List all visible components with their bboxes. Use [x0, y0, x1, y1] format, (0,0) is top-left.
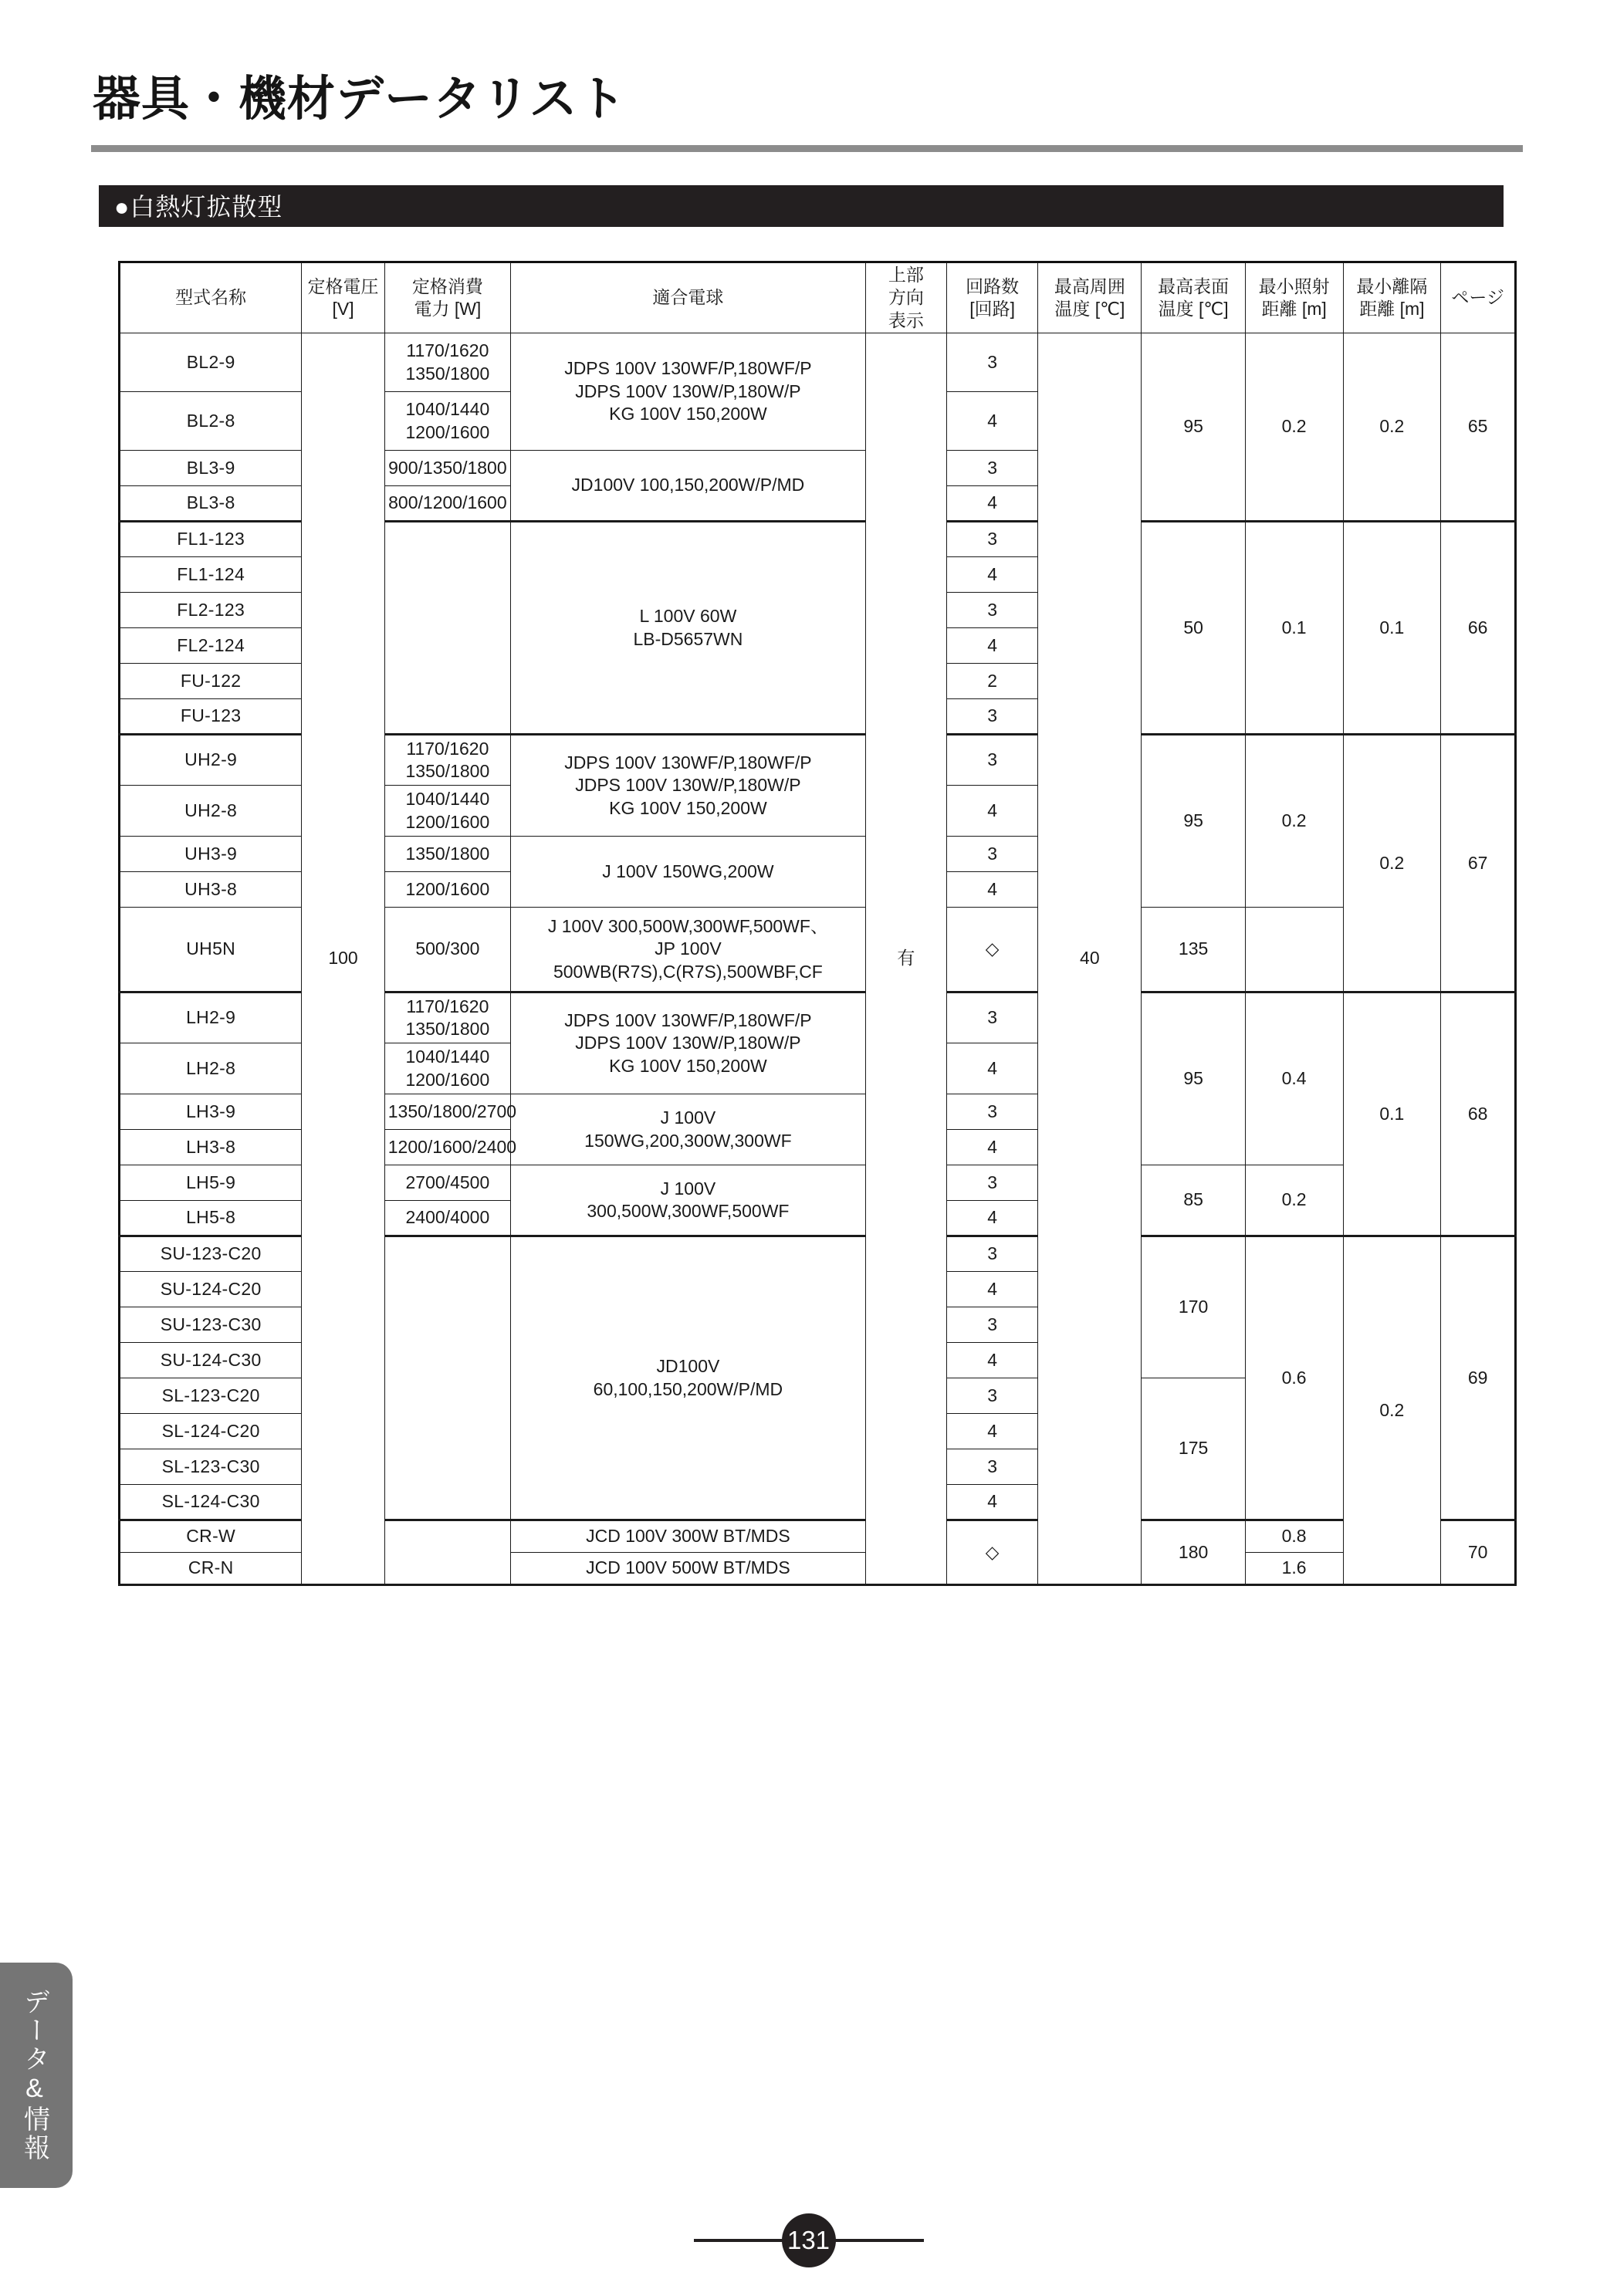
cell-min-irradiation-distance: 0.1: [1245, 522, 1343, 735]
cell-power-consumption: [384, 1236, 510, 1520]
cell-compatible-bulb: J 100V 150WG,200,300W,300WF: [511, 1094, 866, 1165]
cell-circuit-count: 3: [947, 1236, 1038, 1272]
cell-page-reference: 69: [1441, 1236, 1516, 1520]
section-header-bar: [99, 185, 1504, 227]
cell-compatible-bulb: JDPS 100V 130WF/P,180WF/P JDPS 100V 130W/P,180W/P KG 100V 150,200W: [511, 333, 866, 451]
cell-model-name: LH5-8: [120, 1201, 302, 1236]
column-header-ambient-temp: 最高周囲 温度 [℃]: [1038, 262, 1142, 333]
cell-circuit-count: 3: [947, 451, 1038, 486]
cell-power-consumption: 1040/1440 1200/1600: [384, 392, 510, 451]
cell-page-reference: 66: [1441, 522, 1516, 735]
cell-circuit-count: 3: [947, 1449, 1038, 1485]
title-divider: [91, 145, 1523, 152]
cell-power-consumption: 2700/4500: [384, 1165, 510, 1201]
cell-model-name: FL1-123: [120, 522, 302, 557]
cell-model-name: FL2-124: [120, 628, 302, 664]
cell-circuit-count: 4: [947, 392, 1038, 451]
cell-model-name: BL3-8: [120, 486, 302, 522]
cell-max-surface-temp: 95: [1142, 735, 1245, 908]
cell-model-name: FL2-123: [120, 593, 302, 628]
cell-circuit-count: 4: [947, 486, 1038, 522]
cell-power-consumption: 1350/1800: [384, 837, 510, 872]
cell-model-name: LH3-9: [120, 1094, 302, 1130]
cell-max-surface-temp: 180: [1142, 1520, 1245, 1585]
cell-circuit-count: 4: [947, 1201, 1038, 1236]
cell-circuit-count: 4: [947, 628, 1038, 664]
cell-circuit-count: 3: [947, 1094, 1038, 1130]
cell-circuit-count: 3: [947, 593, 1038, 628]
cell-power-consumption: [384, 522, 510, 735]
cell-model-name: LH5-9: [120, 1165, 302, 1201]
cell-power-consumption: 1200/1600/2400: [384, 1130, 510, 1165]
table-header-row: [120, 262, 1516, 333]
cell-circuit-count: 4: [947, 1485, 1038, 1520]
cell-power-consumption: 800/1200/1600: [384, 486, 510, 522]
side-tab-label: データ&情報: [19, 1988, 49, 2162]
cell-max-surface-temp: 170: [1142, 1236, 1245, 1378]
cell-rated-voltage: 100: [302, 333, 384, 1585]
column-header-circuits: 回路数 [回路]: [947, 262, 1038, 333]
cell-circuit-count: 2: [947, 664, 1038, 699]
cell-model-name: UH5N: [120, 908, 302, 992]
cell-model-name: LH2-8: [120, 1043, 302, 1094]
cell-circuit-count: 3: [947, 837, 1038, 872]
cell-model-name: BL3-9: [120, 451, 302, 486]
cell-circuit-count: 4: [947, 557, 1038, 593]
cell-min-irradiation-distance: 0.8: [1245, 1520, 1343, 1553]
cell-model-name: SU-124-C30: [120, 1343, 302, 1378]
cell-max-surface-temp: 95: [1142, 333, 1245, 522]
footer-rule-left: [694, 2239, 785, 2242]
cell-circuit-count: 3: [947, 699, 1038, 735]
table-row: [120, 333, 1516, 392]
cell-power-consumption: [384, 1520, 510, 1585]
cell-min-irradiation-distance: 0.6: [1245, 1236, 1343, 1520]
cell-circuit-count: 3: [947, 333, 1038, 392]
cell-compatible-bulb: J 100V 150WG,200W: [511, 837, 866, 908]
cell-model-name: FU-122: [120, 664, 302, 699]
column-header-model: 型式名称: [120, 262, 302, 333]
cell-model-name: SU-124-C20: [120, 1272, 302, 1307]
cell-circuit-count: 3: [947, 522, 1038, 557]
cell-compatible-bulb: J 100V 300,500W,300WF,500WF、 JP 100V 500WB(R7S),C(R7S),500WBF,CF: [511, 908, 866, 992]
page-footer: [0, 2213, 1617, 2267]
page-number-badge: 131: [782, 2213, 836, 2267]
cell-upper-direction-indicator: 有: [865, 333, 946, 1585]
cell-model-name: CR-W: [120, 1520, 302, 1553]
cell-model-name: SL-124-C20: [120, 1414, 302, 1449]
cell-circuit-count: 4: [947, 1272, 1038, 1307]
column-header-voltage: 定格電圧 [V]: [302, 262, 384, 333]
cell-min-irradiation-distance: 0.2: [1245, 333, 1343, 522]
cell-compatible-bulb: JCD 100V 500W BT/MDS: [511, 1553, 866, 1585]
column-header-surface-temp: 最高表面 温度 [℃]: [1142, 262, 1245, 333]
section-header-label: ●白熱灯拡散型: [114, 193, 283, 221]
cell-model-name: FU-123: [120, 699, 302, 735]
cell-power-consumption: 1040/1440 1200/1600: [384, 1043, 510, 1094]
cell-compatible-bulb: JCD 100V 300W BT/MDS: [511, 1520, 866, 1553]
cell-max-ambient-temp: 40: [1038, 333, 1142, 1585]
cell-max-surface-temp: 95: [1142, 992, 1245, 1165]
cell-model-name: BL2-8: [120, 392, 302, 451]
cell-min-separation-distance: 0.2: [1343, 1236, 1441, 1585]
cell-model-name: SU-123-C30: [120, 1307, 302, 1343]
cell-circuit-count: ◇: [947, 1520, 1038, 1585]
cell-circuit-count: 4: [947, 1414, 1038, 1449]
cell-model-name: SU-123-C20: [120, 1236, 302, 1272]
cell-model-name: SL-123-C30: [120, 1449, 302, 1485]
cell-power-consumption: 1170/1620 1350/1800: [384, 735, 510, 786]
cell-circuit-count: 4: [947, 1043, 1038, 1094]
cell-max-surface-temp: 85: [1142, 1165, 1245, 1236]
cell-power-consumption: 1200/1600: [384, 872, 510, 908]
cell-model-name: BL2-9: [120, 333, 302, 392]
cell-max-surface-temp: 50: [1142, 522, 1245, 735]
cell-model-name: UH3-8: [120, 872, 302, 908]
cell-min-separation-distance: 0.1: [1343, 992, 1441, 1236]
cell-circuit-count: 3: [947, 1307, 1038, 1343]
cell-model-name: LH3-8: [120, 1130, 302, 1165]
cell-power-consumption: 2400/4000: [384, 1201, 510, 1236]
cell-model-name: CR-N: [120, 1553, 302, 1585]
column-header-page: ページ: [1441, 262, 1516, 333]
cell-model-name: LH2-9: [120, 992, 302, 1043]
cell-circuit-count: 3: [947, 992, 1038, 1043]
cell-max-surface-temp: 175: [1142, 1378, 1245, 1520]
cell-compatible-bulb: L 100V 60W LB-D5657WN: [511, 522, 866, 735]
cell-page-reference: 67: [1441, 735, 1516, 992]
side-tab-data-and-info[interactable]: [0, 1963, 73, 2188]
cell-model-name: UH2-8: [120, 786, 302, 837]
cell-min-separation-distance: 0.1: [1343, 522, 1441, 735]
cell-circuit-count: 3: [947, 1378, 1038, 1414]
cell-model-name: SL-124-C30: [120, 1485, 302, 1520]
cell-power-consumption: 1170/1620 1350/1800: [384, 333, 510, 392]
cell-circuit-count: 4: [947, 1130, 1038, 1165]
footer-rule-right: [833, 2239, 924, 2242]
column-header-bulb: 適合電球: [511, 262, 866, 333]
cell-min-separation-distance: 0.2: [1343, 333, 1441, 522]
cell-page-reference: 68: [1441, 992, 1516, 1236]
cell-page-reference: 65: [1441, 333, 1516, 522]
cell-compatible-bulb: JDPS 100V 130WF/P,180WF/P JDPS 100V 130W/P,180W/P KG 100V 150,200W: [511, 735, 866, 837]
column-header-direction: 上部 方向 表示: [865, 262, 946, 333]
cell-circuit-count: ◇: [947, 908, 1038, 992]
page-title: 器具・機材データリスト: [93, 73, 627, 126]
cell-page-reference: 70: [1441, 1520, 1516, 1585]
cell-compatible-bulb: J 100V 300,500W,300WF,500WF: [511, 1165, 866, 1236]
column-header-watt: 定格消費 電力 [W]: [384, 262, 510, 333]
cell-circuit-count: 4: [947, 1343, 1038, 1378]
cell-compatible-bulb: JDPS 100V 130WF/P,180WF/P JDPS 100V 130W/P,180W/P KG 100V 150,200W: [511, 992, 866, 1094]
cell-min-irradiation-distance: [1245, 908, 1343, 992]
cell-model-name: SL-123-C20: [120, 1378, 302, 1414]
cell-max-surface-temp: 135: [1142, 908, 1245, 992]
cell-model-name: FL1-124: [120, 557, 302, 593]
cell-model-name: UH2-9: [120, 735, 302, 786]
cell-power-consumption: 1350/1800/2700: [384, 1094, 510, 1130]
cell-power-consumption: 500/300: [384, 908, 510, 992]
cell-compatible-bulb: JD100V 60,100,150,200W/P/MD: [511, 1236, 866, 1520]
cell-compatible-bulb: JD100V 100,150,200W/P/MD: [511, 451, 866, 522]
cell-circuit-count: 4: [947, 872, 1038, 908]
cell-model-name: UH3-9: [120, 837, 302, 872]
table-body: [120, 333, 1516, 1585]
cell-power-consumption: 1040/1440 1200/1600: [384, 786, 510, 837]
cell-min-irradiation-distance: 1.6: [1245, 1553, 1343, 1585]
cell-circuit-count: 3: [947, 1165, 1038, 1201]
column-header-min-irradiation: 最小照射 距離 [m]: [1245, 262, 1343, 333]
cell-min-separation-distance: 0.2: [1343, 735, 1441, 992]
cell-power-consumption: 900/1350/1800: [384, 451, 510, 486]
cell-min-irradiation-distance: 0.2: [1245, 735, 1343, 908]
equipment-data-table: [118, 261, 1517, 1586]
cell-circuit-count: 3: [947, 735, 1038, 786]
cell-min-irradiation-distance: 0.2: [1245, 1165, 1343, 1236]
column-header-min-separation: 最小離隔 距離 [m]: [1343, 262, 1441, 333]
cell-circuit-count: 4: [947, 786, 1038, 837]
cell-power-consumption: 1170/1620 1350/1800: [384, 992, 510, 1043]
cell-min-irradiation-distance: 0.4: [1245, 992, 1343, 1165]
